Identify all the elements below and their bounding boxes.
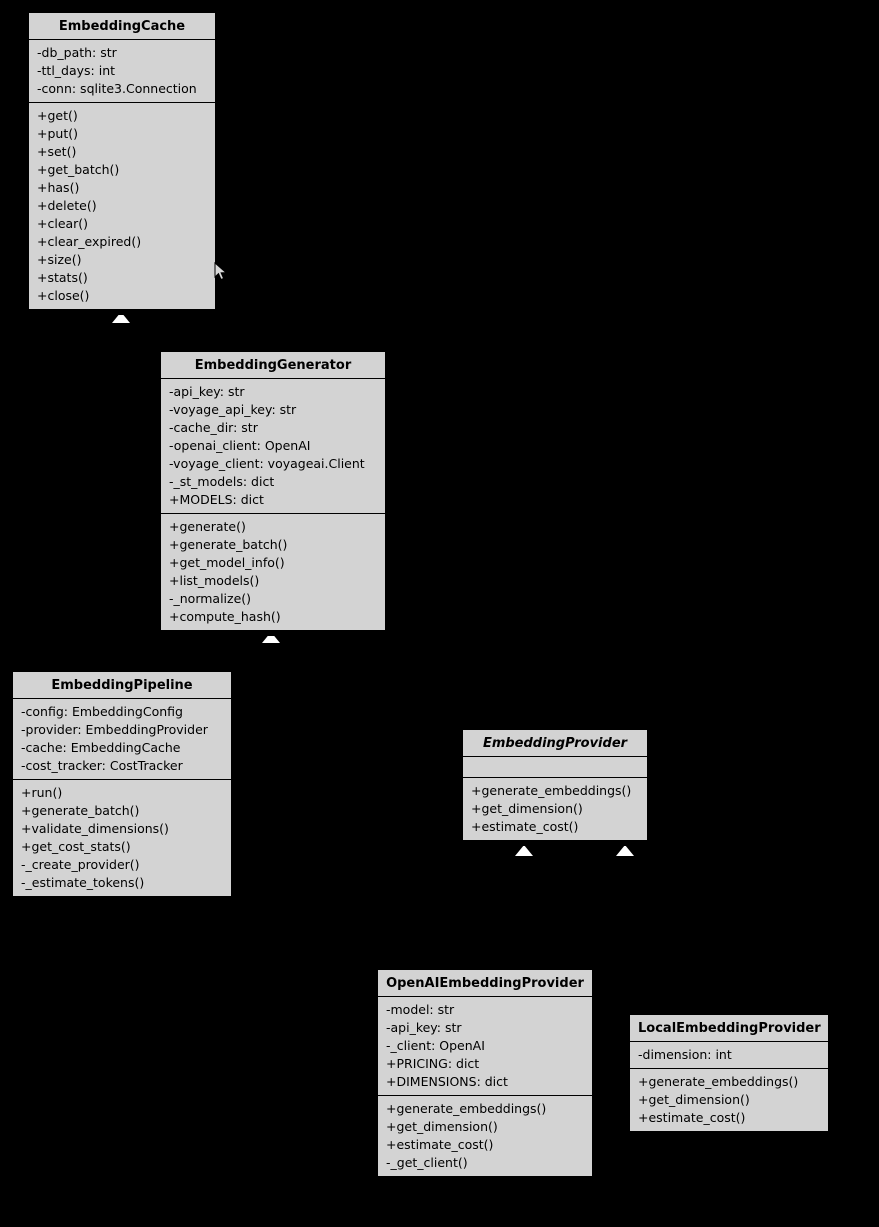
method-row: +generate_batch() [21,803,140,818]
uml-class-local-embedding-provider[interactable] [629,1014,829,1132]
attribute-row: -api_key: str [386,1020,462,1035]
attribute-row: -cache_dir: str [169,420,258,435]
edge-local-to-provider-v2 [729,914,730,1014]
attribute-row: -conn: sqlite3.Connection [37,81,197,96]
edge-local-to-provider-v [625,855,626,915]
uml-class-openai-embedding-provider[interactable] [377,969,593,1177]
attribute-row: -ttl_days: int [37,63,116,78]
edge-local-to-provider-h [625,914,729,915]
method-row: +close() [37,288,90,303]
class-title-embedding-cache: EmbeddingCache [29,13,215,40]
class-attributes-embedding-provider [463,757,647,778]
method-row: +validate_dimensions() [21,821,169,836]
method-row: +get_dimension() [471,801,583,816]
method-row: +clear_expired() [37,234,142,249]
attribute-row: -api_key: str [169,384,245,399]
method-row: +run() [21,785,63,800]
class-attributes-embedding-pipeline [13,699,231,780]
attribute-row: -cache: EmbeddingCache [21,740,181,755]
method-row: +generate_batch() [169,537,288,552]
method-row: +get_model_info() [169,555,285,570]
class-methods-local-embedding-provider [630,1069,828,1131]
method-row: +get_dimension() [638,1092,750,1107]
edge-generator-to-cache [121,321,122,351]
attribute-row: -cost_tracker: CostTracker [21,758,183,773]
method-row: -_create_provider() [21,857,140,872]
class-methods-embedding-pipeline [13,780,231,896]
method-row: +size() [37,252,82,267]
method-row: +get_batch() [37,162,120,177]
class-title-embedding-generator: EmbeddingGenerator [161,352,385,379]
class-title-openai-embedding-provider: OpenAIEmbeddingProvider [378,970,592,997]
attribute-row: -model: str [386,1002,455,1017]
class-methods-embedding-provider [463,778,647,840]
class-attributes-local-embedding-provider [630,1042,828,1069]
attribute-row: -db_path: str [37,45,117,60]
method-row: +get() [37,108,78,123]
method-row: +estimate_cost() [471,819,579,834]
method-row: +put() [37,126,78,141]
attribute-row: -dimension: int [638,1047,732,1062]
attribute-row: -voyage_api_key: str [169,402,297,417]
edge-pipeline-to-generator [271,641,272,671]
method-row: +generate_embeddings() [471,783,632,798]
method-row: +estimate_cost() [386,1137,494,1152]
attribute-row: -voyage_client: voyageai.Client [169,456,365,471]
method-row: +set() [37,144,77,159]
class-title-local-embedding-provider: LocalEmbeddingProvider [630,1015,828,1042]
class-attributes-openai-embedding-provider [378,997,592,1096]
uml-class-embedding-pipeline[interactable] [12,671,232,897]
method-row: -_get_client() [386,1155,468,1170]
method-row: +stats() [37,270,88,285]
attribute-row: -openai_client: OpenAI [169,438,311,453]
edge-openai-to-provider-arrow [515,845,533,856]
class-attributes-embedding-generator [161,379,385,514]
edge-openai-to-provider [524,855,525,969]
uml-class-embedding-provider[interactable] [462,729,648,841]
attribute-row: -config: EmbeddingConfig [21,704,183,719]
attribute-row: -_st_models: dict [169,474,275,489]
class-title-embedding-pipeline: EmbeddingPipeline [13,672,231,699]
attribute-row: -_client: OpenAI [386,1038,485,1053]
uml-class-embedding-cache[interactable] [28,12,216,310]
method-row: +clear() [37,216,89,231]
method-row: +generate_embeddings() [638,1074,799,1089]
uml-class-embedding-generator[interactable] [160,351,386,631]
method-row: +compute_hash() [169,609,281,624]
class-methods-embedding-generator [161,514,385,630]
class-methods-openai-embedding-provider [378,1096,592,1176]
edge-pipeline-to-generator-arrow [262,632,280,643]
method-row: +estimate_cost() [638,1110,746,1125]
method-row: +get_cost_stats() [21,839,131,854]
method-row: +list_models() [169,573,260,588]
class-title-embedding-provider: EmbeddingProvider [463,730,647,757]
attribute-row: +PRICING: dict [386,1056,480,1071]
method-row: +generate_embeddings() [386,1101,547,1116]
attribute-row: +DIMENSIONS: dict [386,1074,508,1089]
method-row: -_normalize() [169,591,252,606]
method-row: +delete() [37,198,97,213]
edge-local-to-provider-arrow [616,845,634,856]
method-row: -_estimate_tokens() [21,875,145,890]
method-row: +get_dimension() [386,1119,498,1134]
method-row: +has() [37,180,80,195]
class-attributes-embedding-cache [29,40,215,103]
edge-generator-to-cache-arrow [112,312,130,323]
mouse-pointer-icon [214,262,228,282]
attribute-row: +MODELS: dict [169,492,264,507]
attribute-row: -provider: EmbeddingProvider [21,722,208,737]
class-methods-embedding-cache [29,103,215,309]
method-row: +generate() [169,519,246,534]
